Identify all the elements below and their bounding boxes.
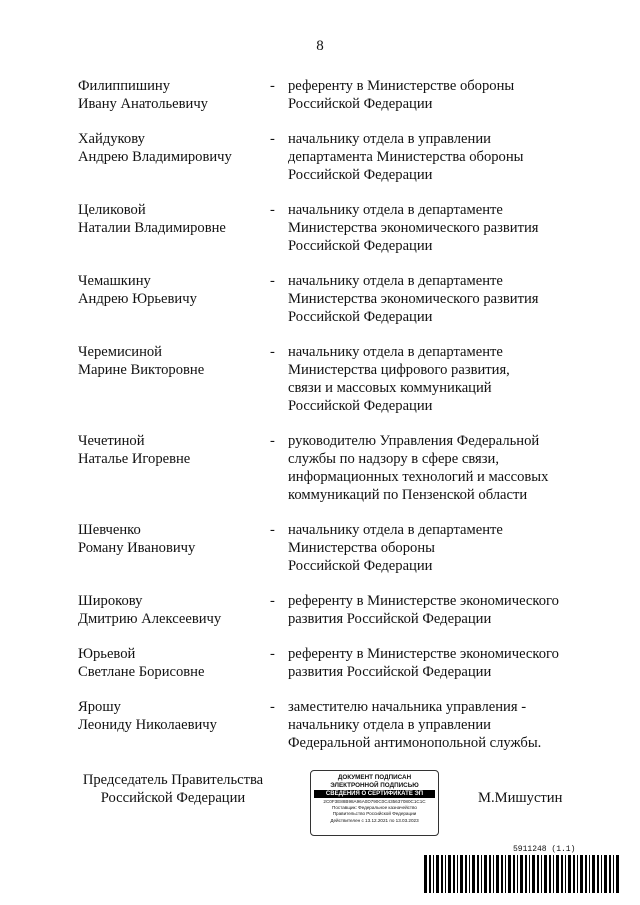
list-item: [78, 521, 578, 575]
position-line: Министерства экономического развития: [288, 291, 539, 307]
person-name-line: Черемисиной: [78, 344, 162, 360]
stamp-owner: Правительство Российской Федерации: [332, 811, 417, 817]
stamp-line-2: ЭЛЕКТРОННОЙ ПОДПИСЬЮ: [330, 782, 419, 789]
person-name-line: Широкову: [78, 593, 143, 609]
person-name: [78, 432, 270, 504]
separator-dash: -: [270, 699, 275, 715]
signatory-title: [78, 771, 268, 807]
stamp-certificate-band: СВЕДЕНИЯ О СЕРТИФИКАТЕ ЭП: [314, 790, 435, 798]
position-line: начальнику отдела в управлении: [288, 717, 491, 733]
position-line: Министерства цифрового развития,: [288, 362, 510, 378]
person-name: [78, 645, 270, 681]
position-line: руководителю Управления Федеральной: [288, 433, 540, 449]
position-line: начальнику отдела в управлении: [288, 131, 491, 147]
position-description: [288, 592, 578, 628]
document-number: 5911248 (1.1): [513, 845, 576, 854]
position-line: Российской Федерации: [288, 398, 433, 414]
position-line: развития Российской Федерации: [288, 611, 492, 627]
stamp-validity: Действителен с 13.12.2021 по 13.03.2023: [330, 817, 419, 823]
person-name: [78, 272, 270, 326]
signatory-name: М.Мишустин: [478, 790, 563, 806]
position-line: службы по надзору в сфере связи,: [288, 451, 499, 467]
list-item: [78, 645, 578, 681]
person-name-line: Шевченко: [78, 522, 141, 538]
position-line: Российской Федерации: [288, 238, 433, 254]
person-name-line: Андрею Юрьевичу: [78, 291, 197, 307]
person-name-line: Леониду Николаевичу: [78, 717, 217, 733]
list-item: [78, 592, 578, 628]
position-line: начальнику отдела в департаменте: [288, 202, 503, 218]
signatory-title-line: Председатель Правительства: [82, 772, 264, 788]
person-name-line: Дмитрию Алексеевичу: [78, 611, 222, 627]
separator-dash: -: [270, 131, 275, 147]
person-name-line: Ярошу: [78, 699, 121, 715]
position-line: Российской Федерации: [288, 309, 433, 325]
person-name-line: Чечетиной: [78, 433, 145, 449]
list-item: [78, 432, 578, 504]
person-name: [78, 130, 270, 184]
person-name-line: Ивану Анатольевичу: [78, 96, 208, 112]
position-line: начальнику отдела в департаменте: [288, 273, 503, 289]
position-description: [288, 77, 578, 113]
person-name-line: Чемашкину: [78, 273, 151, 289]
separator-dash: -: [270, 344, 275, 360]
position-line: референту в Министерстве экономического: [288, 593, 559, 609]
position-line: Министерства обороны: [288, 540, 435, 556]
position-description: [288, 698, 578, 752]
position-description: [288, 272, 578, 326]
separator-dash: -: [270, 78, 275, 94]
stamp-issuer: Поставщик: Федеральное казначейство: [332, 805, 417, 811]
position-line: заместителю начальника управления -: [288, 699, 527, 715]
separator-dash: -: [270, 273, 275, 289]
person-name: [78, 521, 270, 575]
position-line: информационных технологий и массовых: [288, 469, 549, 485]
person-name-line: Юрьевой: [78, 646, 136, 662]
position-line: связи и массовых коммуникаций: [288, 380, 492, 396]
position-line: Министерства экономического развития: [288, 220, 539, 236]
list-item: [78, 130, 578, 184]
position-line: референту в Министерстве экономического: [288, 646, 559, 662]
position-description: [288, 521, 578, 575]
position-line: Российской Федерации: [288, 96, 433, 112]
position-line: развития Российской Федерации: [288, 664, 492, 680]
separator-dash: -: [270, 522, 275, 538]
person-name: [78, 201, 270, 255]
position-line: Российской Федерации: [288, 558, 433, 574]
person-name-line: Роману Ивановичу: [78, 540, 196, 556]
position-line: начальнику отдела в департаменте: [288, 344, 503, 360]
position-line: референту в Министерстве обороны: [288, 78, 515, 94]
separator-dash: -: [270, 646, 275, 662]
position-description: [288, 343, 578, 415]
position-description: [288, 130, 578, 184]
list-item: [78, 698, 578, 752]
person-name: [78, 592, 270, 628]
person-name-line: Наталии Владимировне: [78, 220, 226, 236]
position-description: [288, 645, 578, 681]
stamp-line-1: ДОКУМЕНТ ПОДПИСАН: [337, 774, 412, 781]
person-name-line: Филиппишину: [78, 78, 171, 94]
person-name: [78, 77, 270, 113]
position-line: начальнику отдела в департаменте: [288, 522, 503, 538]
position-line: Федеральной антимонопольной службы.: [288, 735, 542, 751]
position-line: департамента Министерства обороны: [288, 149, 524, 165]
signatory-title-line: Российской Федерации: [100, 790, 246, 806]
stamp-serial: 2C0F3E88B98A96A0D790C0C435637080C1C1C: [323, 799, 426, 804]
position-line: Российской Федерации: [288, 167, 433, 183]
person-name-line: Андрею Владимировичу: [78, 149, 232, 165]
person-name: [78, 698, 270, 752]
position-description: [288, 201, 578, 255]
separator-dash: -: [270, 433, 275, 449]
list-item: [78, 343, 578, 415]
person-name-line: Марине Викторовне: [78, 362, 205, 378]
separator-dash: -: [270, 593, 275, 609]
person-name: [78, 343, 270, 415]
person-name-line: Светлане Борисовне: [78, 664, 205, 680]
person-name-line: Целиковой: [78, 202, 146, 218]
list-item: [78, 272, 578, 326]
position-line: коммуникаций по Пензенской области: [288, 487, 528, 503]
separator-dash: -: [270, 202, 275, 218]
page-number: 8: [316, 38, 324, 54]
position-description: [288, 432, 578, 504]
list-item: [78, 77, 578, 113]
person-name-line: Хайдукову: [78, 131, 145, 147]
appointment-list: [78, 77, 578, 769]
electronic-signature-stamp: [310, 770, 439, 836]
list-item: [78, 201, 578, 255]
barcode-icon: [424, 855, 624, 895]
person-name-line: Наталье Игоревне: [78, 451, 191, 467]
